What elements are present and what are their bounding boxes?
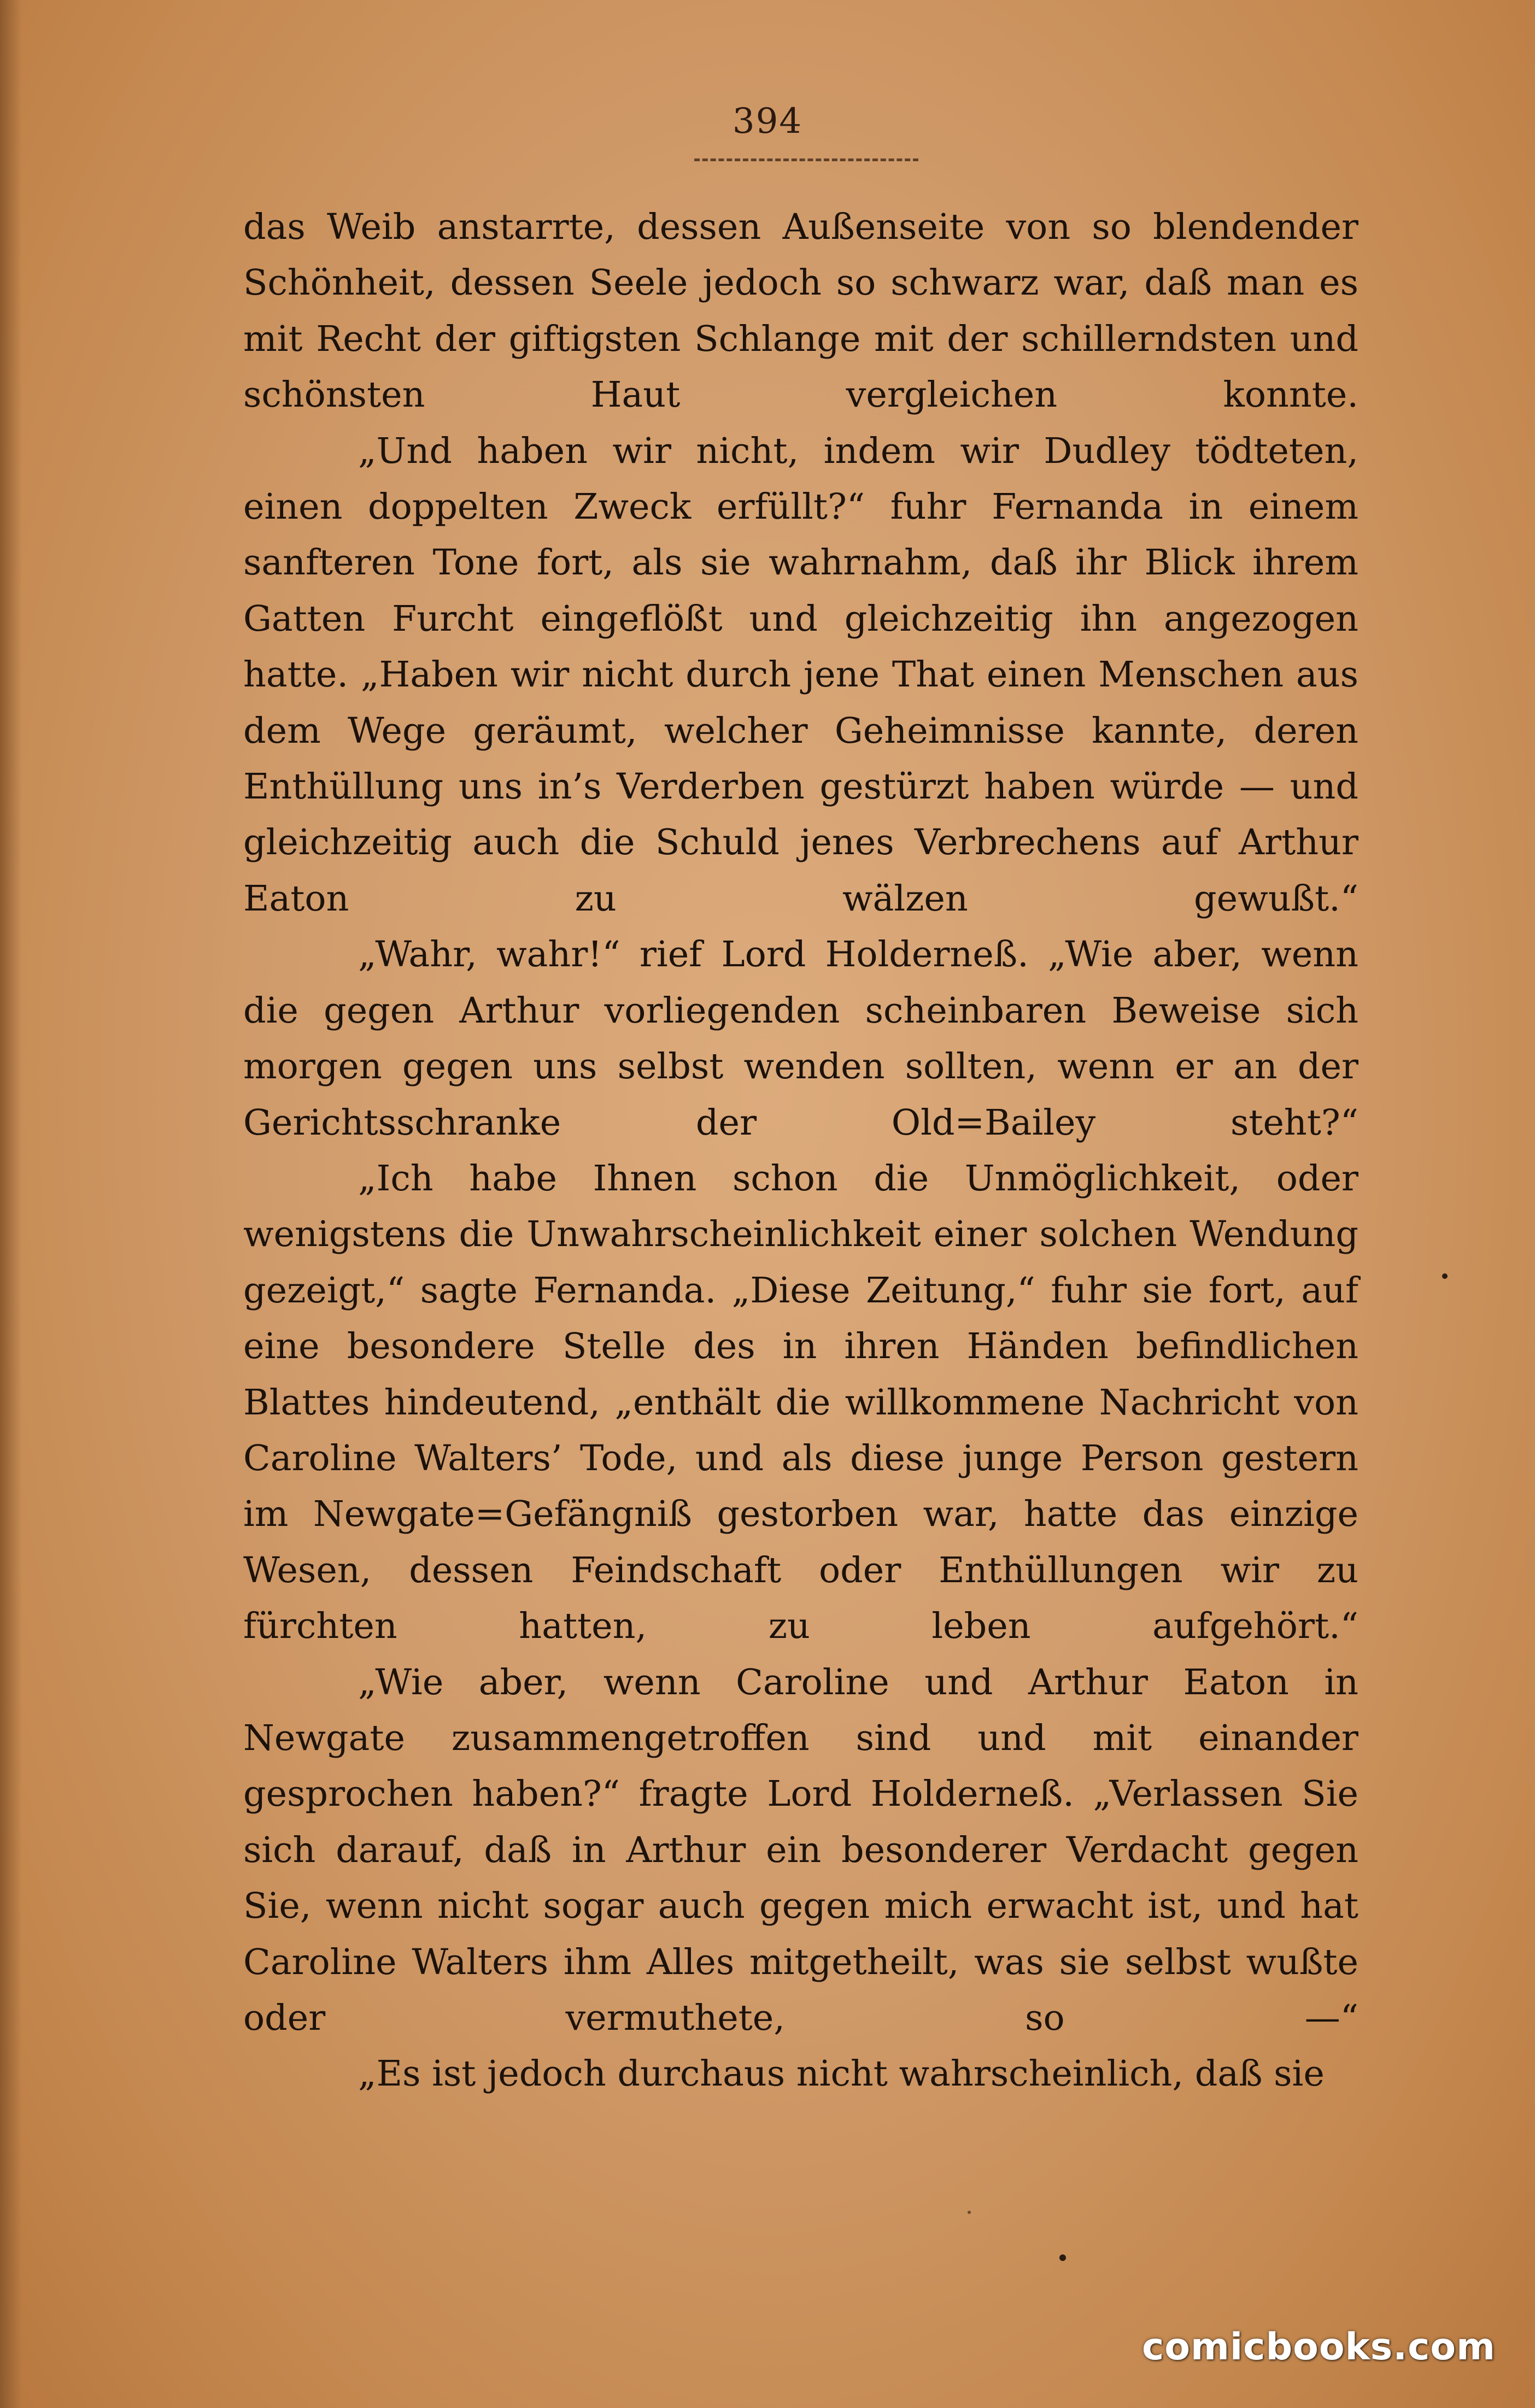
page-number: 394	[732, 101, 803, 142]
paragraph: „Und haben wir nicht, indem wir Dudley tödteten, einen doppelten Zweck erfüllt?“ fuhr Fernanda in einem sanfteren Tone fort, als sie wahrnahm, daß ihr Blick ihrem Gatten Furcht eingeflößt und gleichzeitig ihn angezogen hatte. „Haben wir nicht durch jene That einen Menschen aus dem Wege geräumt, welcher Geheimnisse kannte, deren Enthüllung uns in’s Verderben gestürzt haben würde — und gleichzeitig auch die Schuld jenes Verbrechens auf Arthur Eaton zu wälzen gewußt.“	[243, 430, 1358, 919]
watermark: comicbooks.com	[1141, 2325, 1496, 2369]
body-text	[243, 199, 1358, 2102]
paragraph: „Wie aber, wenn Caroline und Arthur Eaton in Newgate zusammengetroffen sind und mit einander gesprochen haben?“ fragte Lord Holderneß. „Verlassen Sie sich darauf, daß in Arthur ein besonderer Verdacht gegen Sie, wenn nicht sogar auch gegen mich erwacht ist, und hat Caroline Walters ihm Alles mitgetheilt, was sie selbst wußte oder vermuthete, so —“	[243, 1661, 1358, 2039]
paragraph: das Weib anstarrte, dessen Außenseite von so blendender Schönheit, dessen Seele jedoch so schwarz war, daß man es mit Recht der giftigsten Schlange mit der schillerndsten und schönsten Haut vergleichen konnte.	[243, 207, 1358, 416]
header-rule	[694, 158, 918, 161]
ink-speck	[1442, 1273, 1448, 1279]
paragraph: „Es ist jedoch durchaus nicht wahrscheinlich, daß sie	[358, 2053, 1325, 2095]
ink-speck	[1059, 2254, 1066, 2261]
ink-speck	[968, 2211, 971, 2214]
page-gutter-shadow	[0, 0, 22, 2408]
paragraph: „Wahr, wahr!“ rief Lord Holderneß. „Wie aber, wenn die gegen Arthur vorliegenden scheinbaren Beweise sich morgen gegen uns selbst wenden sollten, wenn er an der Gerichtsschranke der Old=Bailey steht?“	[243, 934, 1358, 1143]
paragraph: „Ich habe Ihnen schon die Unmöglichkeit, oder wenigstens die Unwahrscheinlichkeit einer solchen Wendung gezeigt,“ sagte Fernanda. „Diese Zeitung,“ fuhr sie fort, auf eine besondere Stelle des in ihren Händen befindlichen Blattes hindeutend, „enthält die willkommene Nachricht von Caroline Walters’ Tode, und als diese junge Person gestern im Newgate=Gefängniß gestorben war, hatte das einzige Wesen, dessen Feindschaft oder Enthüllungen wir zu fürchten hatten, zu leben aufgehört.“	[243, 1158, 1358, 1647]
